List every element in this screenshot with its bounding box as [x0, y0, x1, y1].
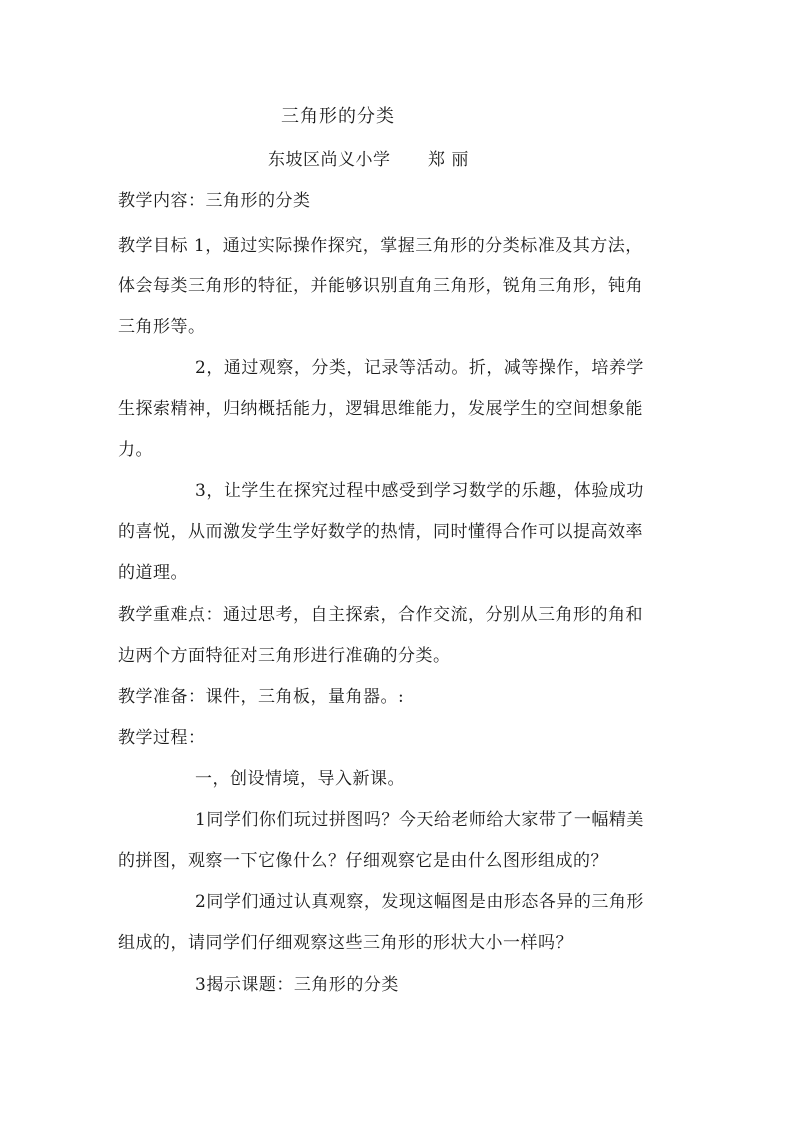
author-name: 郑 丽	[428, 150, 469, 170]
text-line: 3揭示课题：三角形的分类	[195, 975, 399, 995]
text-line: 组成的，请同学们仔细观察这些三角形的形状大小一样吗？	[118, 933, 573, 953]
text-line: 体会每类三角形的特征，并能够识别直角三角形，锐角三角形，钝角	[118, 276, 643, 296]
text-line: 边两个方面特征对三角形进行准确的分类。	[118, 646, 451, 666]
text-line: 教学内容：三角形的分类	[118, 191, 311, 211]
document-title: 三角形的分类	[281, 106, 395, 127]
text-line: 教学重难点：通过思考，自主探索，合作交流，分别从三角形的角和	[118, 605, 643, 625]
text-line: 教学过程：	[118, 728, 206, 748]
text-line: 的喜悦，从而激发学生学好数学的热情，同时懂得合作可以提高效率	[118, 522, 643, 542]
text-line: 教学目标 1，通过实际操作探究，掌握三角形的分类标准及其方法，	[118, 236, 643, 256]
text-line: 1同学们你们玩过拼图吗？今天给老师给大家带了一幅精美	[195, 810, 644, 830]
text-line: 2同学们通过认真观察，发现这幅图是由形态各异的三角形	[195, 892, 644, 912]
text-line: 教学准备：课件，三角板，量角器。:	[118, 687, 405, 707]
text-line: 一，创设情境，导入新课。	[195, 769, 405, 789]
text-line: 的道理。	[118, 563, 188, 583]
text-line: 的拼图，观察一下它像什么？仔细观察它是由什么图形组成的？	[118, 851, 608, 871]
text-line: 2，通过观察，分类，记录等活动。折，减等操作，培养学	[195, 358, 644, 378]
text-line: 三角形等。	[118, 317, 206, 337]
school-name: 东坡区尚义小学	[268, 150, 391, 170]
text-line: 3，让学生在探究过程中感受到学习数学的乐趣，体验成功	[195, 481, 644, 501]
text-line: 生探索精神，归纳概括能力，逻辑思维能力，发展学生的空间想象能	[118, 399, 643, 419]
text-line: 力。	[118, 440, 153, 460]
